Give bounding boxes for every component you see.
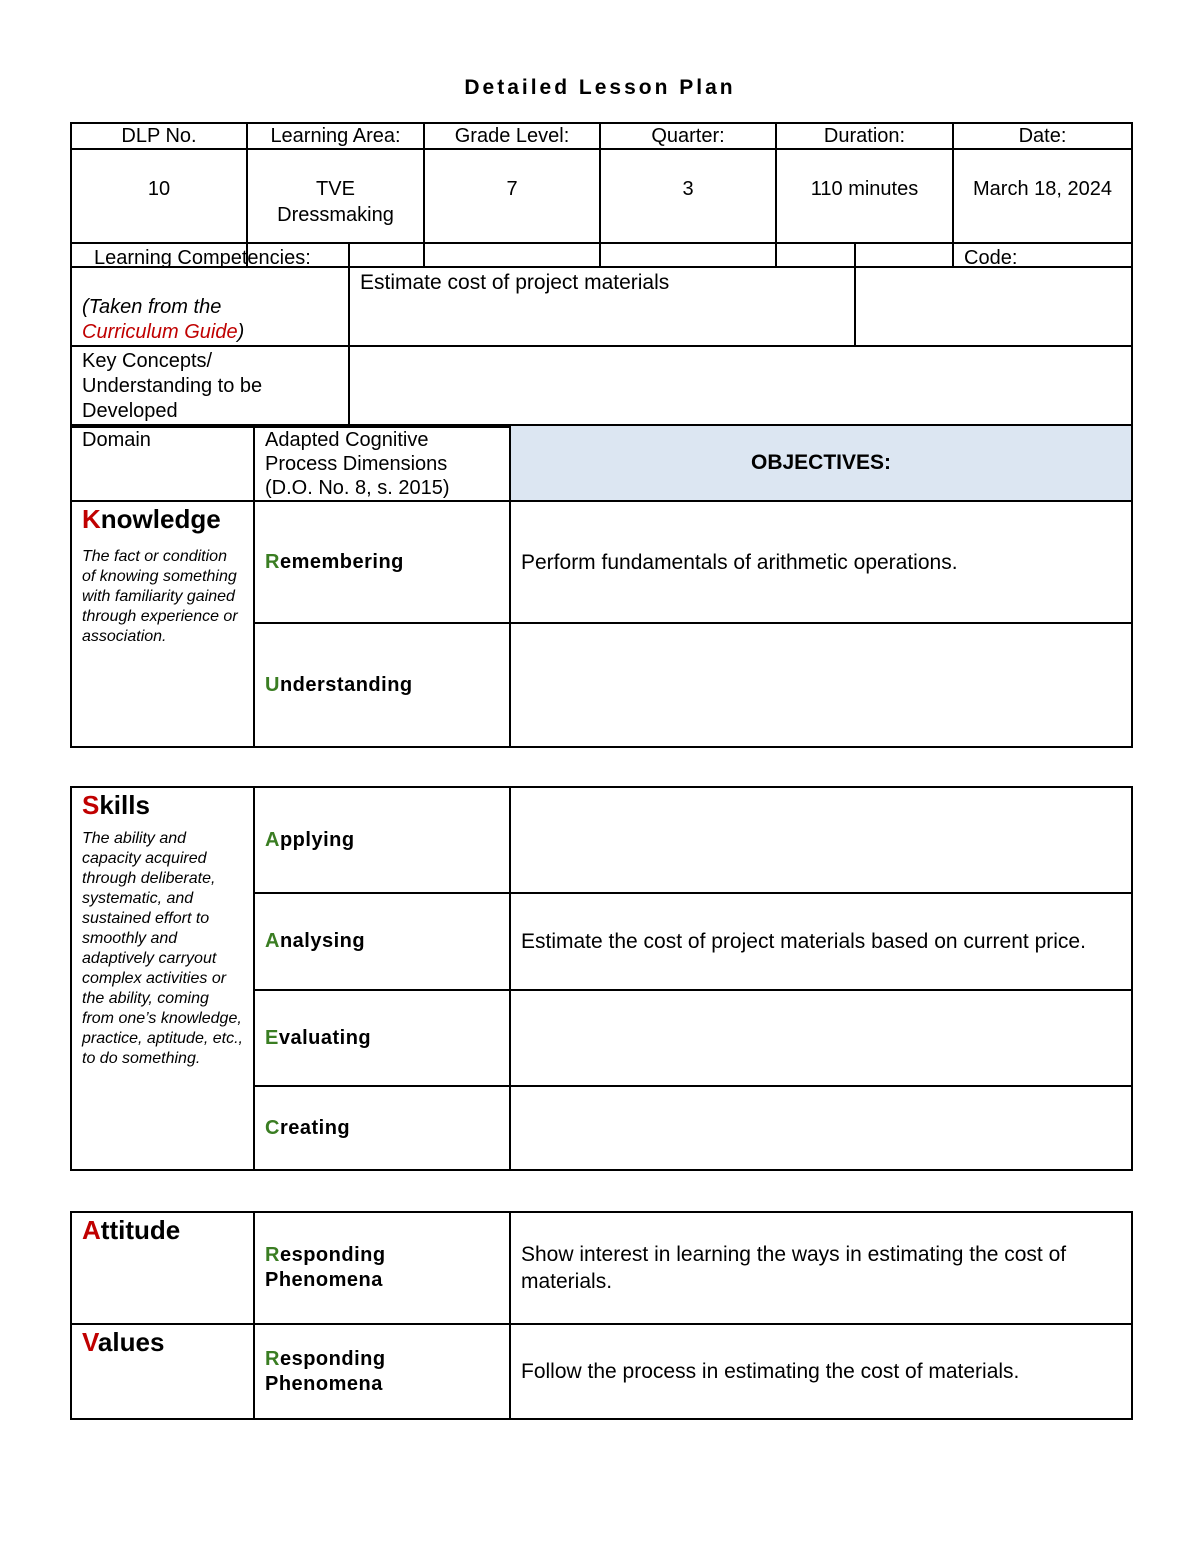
- skills-initial: S: [82, 790, 100, 820]
- duration-value: 110 minutes: [776, 149, 953, 267]
- level-evaluating: [254, 990, 510, 1086]
- objective-evaluating: [510, 990, 1132, 1086]
- level-rest: valuating: [278, 1026, 372, 1049]
- level-initial: U: [265, 673, 280, 696]
- dlp-no-label: DLP No.: [71, 123, 247, 149]
- level-initial: R: [265, 550, 280, 573]
- learning-area-course: Dressmaking: [277, 204, 394, 226]
- curriculum-guide-note: [82, 295, 338, 345]
- level-initial: E: [265, 1026, 279, 1049]
- level-applying: [254, 787, 510, 893]
- objective-creating: [510, 1086, 1132, 1170]
- curriculum-guide-text: Curriculum Guide: [82, 321, 238, 343]
- level-rest: esponding: [279, 1244, 386, 1266]
- key-concepts-label: Key Concepts/ Understanding to be Developed: [71, 346, 349, 427]
- page-title: Detailed Lesson Plan: [464, 76, 736, 99]
- level-creating: [254, 1086, 510, 1170]
- knowledge-initial: K: [82, 504, 101, 534]
- dimensions-column-header: Adapted Cognitive Process Dimensions (D.O. No. 8, s. 2015): [254, 425, 510, 501]
- level-line2: Phenomena: [265, 1269, 383, 1291]
- date-value: March 18, 2024: [953, 149, 1132, 267]
- level-rest: nalysing: [279, 930, 366, 952]
- level-values-responding: [254, 1324, 510, 1419]
- level-understanding: [254, 623, 510, 747]
- objectives-column-header: OBJECTIVES:: [510, 425, 1132, 501]
- objective-applying: [510, 787, 1132, 893]
- quarter-value: 3: [600, 149, 776, 267]
- level-rest: nderstanding: [279, 673, 413, 696]
- quarter-label: Quarter:: [600, 123, 776, 149]
- level-initial: A: [265, 828, 280, 851]
- dlp-no-value: 10: [71, 149, 247, 267]
- values-domain-cell: [71, 1324, 254, 1419]
- level-initial: R: [265, 1244, 280, 1266]
- attitude-values-table: [70, 1211, 1133, 1420]
- objective-understanding: [510, 623, 1132, 747]
- level-initial: C: [265, 1116, 280, 1139]
- knowledge-title: [72, 502, 253, 535]
- level-rest: esponding: [279, 1347, 386, 1370]
- grade-level-value: 7: [424, 149, 600, 267]
- objective-attitude: Show interest in learning the ways in estimating the cost of materials.: [510, 1212, 1132, 1324]
- learning-area-label: Learning Area:: [247, 123, 424, 149]
- level-rest: reating: [279, 1116, 351, 1139]
- level-line2: Phenomena: [265, 1372, 383, 1395]
- attitude-rest: ttitude: [100, 1215, 181, 1245]
- attitude-domain-cell: [71, 1212, 254, 1324]
- values-initial: V: [82, 1327, 98, 1357]
- learning-area-subject: TVE: [316, 178, 355, 200]
- knowledge-description: The fact or condition of knowing something with familiarity gained through experience or association.: [82, 548, 238, 645]
- competencies-table: [70, 242, 1133, 428]
- knowledge-rest: nowledge: [100, 504, 221, 534]
- objective-values: Follow the process in estimating the cost of materials.: [510, 1324, 1132, 1419]
- skills-title: [72, 788, 253, 821]
- knowledge-domain-cell: [71, 501, 254, 747]
- values-rest: alues: [97, 1327, 165, 1357]
- objective-remembering: Perform fundamentals of arithmetic operations.: [510, 501, 1132, 623]
- note-suffix: ): [237, 321, 245, 343]
- note-prefix: (Taken from the: [82, 296, 222, 318]
- objective-analysing: Estimate the cost of project materials based on current price.: [510, 893, 1132, 990]
- domain-column-header: Domain: [71, 425, 254, 501]
- skills-description: The ability and capacity acquired through deliberate, systematic, and sustained effort to smoothly and adaptively carryout complex activities or the ability, coming from one’s knowledge, practice, aptitude, etc., to do something.: [82, 830, 243, 1067]
- values-title: [72, 1325, 253, 1358]
- attitude-initial: A: [82, 1215, 101, 1245]
- level-attitude-responding: [254, 1212, 510, 1324]
- code-label: Code:: [964, 247, 1018, 269]
- skills-table: [70, 786, 1133, 1171]
- skills-rest: kills: [99, 790, 150, 820]
- duration-label: Duration:: [776, 123, 953, 149]
- level-rest: pplying: [279, 828, 355, 851]
- level-initial: A: [265, 930, 280, 952]
- competencies-label: Learning Competencies:: [94, 247, 311, 269]
- knowledge-table: [70, 424, 1133, 748]
- skills-domain-cell: [71, 787, 254, 1170]
- code-cell: [855, 243, 1132, 346]
- competency-value: Estimate cost of project materials: [349, 243, 855, 346]
- level-analysing: [254, 893, 510, 990]
- level-rest: emembering: [279, 550, 404, 573]
- attitude-title: [72, 1213, 253, 1246]
- level-initial: R: [265, 1347, 280, 1370]
- grade-level-label: Grade Level:: [424, 123, 600, 149]
- key-concepts-value: [349, 346, 1132, 427]
- competencies-label-cell: [71, 243, 349, 346]
- date-label: Date:: [953, 123, 1132, 149]
- level-remembering: [254, 501, 510, 623]
